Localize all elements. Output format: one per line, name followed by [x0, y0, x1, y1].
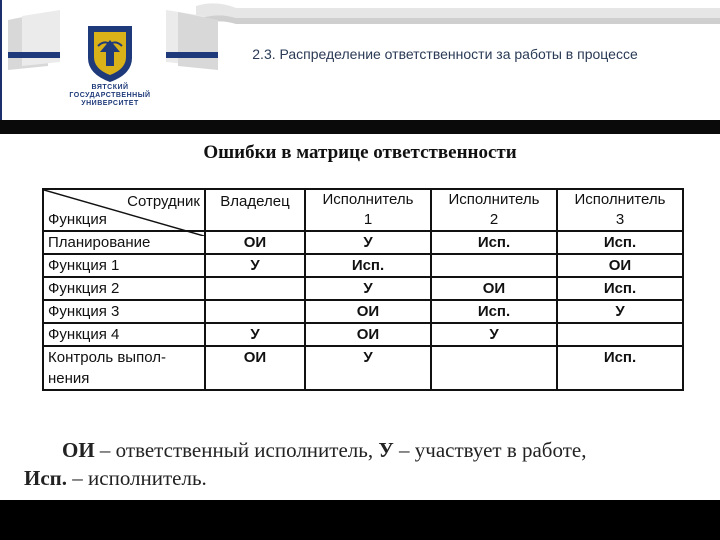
cell-owner: ОИ — [205, 231, 305, 254]
cell-executor-1: У — [305, 277, 431, 300]
university-name-line-2: ГОСУДАРСТВЕННЫЙ — [69, 92, 151, 99]
cell-executor-1: У — [305, 346, 431, 390]
cell-executor-2 — [431, 254, 557, 277]
header-ribbon-right — [196, 0, 720, 30]
legend-oi-text: – ответственный исполнитель, — [94, 438, 379, 462]
cell-executor-3: Исп. — [557, 346, 683, 390]
university-name-line-3: УНИВЕРСИТЕТ — [81, 100, 139, 107]
cell-executor-1: У — [305, 231, 431, 254]
table-row — [43, 346, 683, 390]
diagonal-header-cell — [43, 189, 205, 231]
header-executor-2-label: Исполнитель — [448, 191, 540, 208]
table-header-row — [43, 189, 683, 231]
table-row — [43, 300, 683, 323]
legend-u-text: – участвует в работе, — [393, 438, 587, 462]
university-name-line-1: ВЯТСКИЙ — [91, 84, 129, 91]
footer-band — [0, 500, 720, 540]
header-executor-1-number: 1 — [363, 211, 373, 228]
header-owner: Владелец — [205, 189, 305, 231]
cell-executor-2: ОИ — [431, 277, 557, 300]
cell-executor-2: Исп. — [431, 300, 557, 323]
table-row — [43, 323, 683, 346]
table-row — [43, 277, 683, 300]
responsibility-matrix-table — [42, 188, 684, 391]
header-executor-2-number: 2 — [489, 211, 499, 228]
cell-executor-3: Исп. — [557, 277, 683, 300]
table-row — [43, 254, 683, 277]
legend-oi: ОИ — [62, 438, 95, 462]
row-function: Функция 3 — [43, 300, 205, 323]
university-name — [62, 84, 158, 108]
header-left-rule — [0, 0, 2, 122]
header-executor-1 — [305, 189, 431, 231]
cell-owner: ОИ — [205, 346, 305, 390]
cell-executor-2 — [431, 346, 557, 390]
cell-executor-1: ОИ — [305, 300, 431, 323]
header-divider-band — [0, 120, 720, 134]
cell-executor-3: Исп. — [557, 231, 683, 254]
header-executor-3-number: 3 — [615, 211, 625, 228]
legend-u: У — [378, 438, 394, 462]
header-executor-2 — [431, 189, 557, 231]
row-function: Планирование — [43, 231, 205, 254]
row-function-line-2: нения — [48, 370, 90, 387]
row-function — [43, 346, 205, 390]
cell-owner: У — [205, 323, 305, 346]
row-function: Функция 2 — [43, 277, 205, 300]
slide-header — [0, 0, 720, 122]
legend-text — [24, 436, 714, 492]
cell-executor-3: У — [557, 300, 683, 323]
cell-executor-2: У — [431, 323, 557, 346]
header-function-label: Функция — [48, 211, 107, 228]
cell-owner — [205, 300, 305, 323]
row-function: Функция 1 — [43, 254, 205, 277]
legend-isp-text: – исполнитель. — [67, 466, 207, 490]
cell-executor-3 — [557, 323, 683, 346]
row-function-line-1: Контроль выпол- — [48, 349, 166, 366]
legend-isp: Исп. — [24, 466, 68, 490]
header-executor-3 — [557, 189, 683, 231]
slide-title: Ошибки в матрице ответственности — [203, 142, 517, 163]
cell-owner — [205, 277, 305, 300]
cell-owner: У — [205, 254, 305, 277]
section-title: 2.3. Распределение ответственности за работы в процессе — [252, 46, 638, 62]
cell-executor-1: ОИ — [305, 323, 431, 346]
header-executor-1-label: Исполнитель — [322, 191, 414, 208]
cell-executor-1: Исп. — [305, 254, 431, 277]
row-function: Функция 4 — [43, 323, 205, 346]
header-executor-3-label: Исполнитель — [574, 191, 666, 208]
cell-executor-3: ОИ — [557, 254, 683, 277]
cell-executor-2: Исп. — [431, 231, 557, 254]
header-employee-label: Сотрудник — [127, 193, 200, 210]
